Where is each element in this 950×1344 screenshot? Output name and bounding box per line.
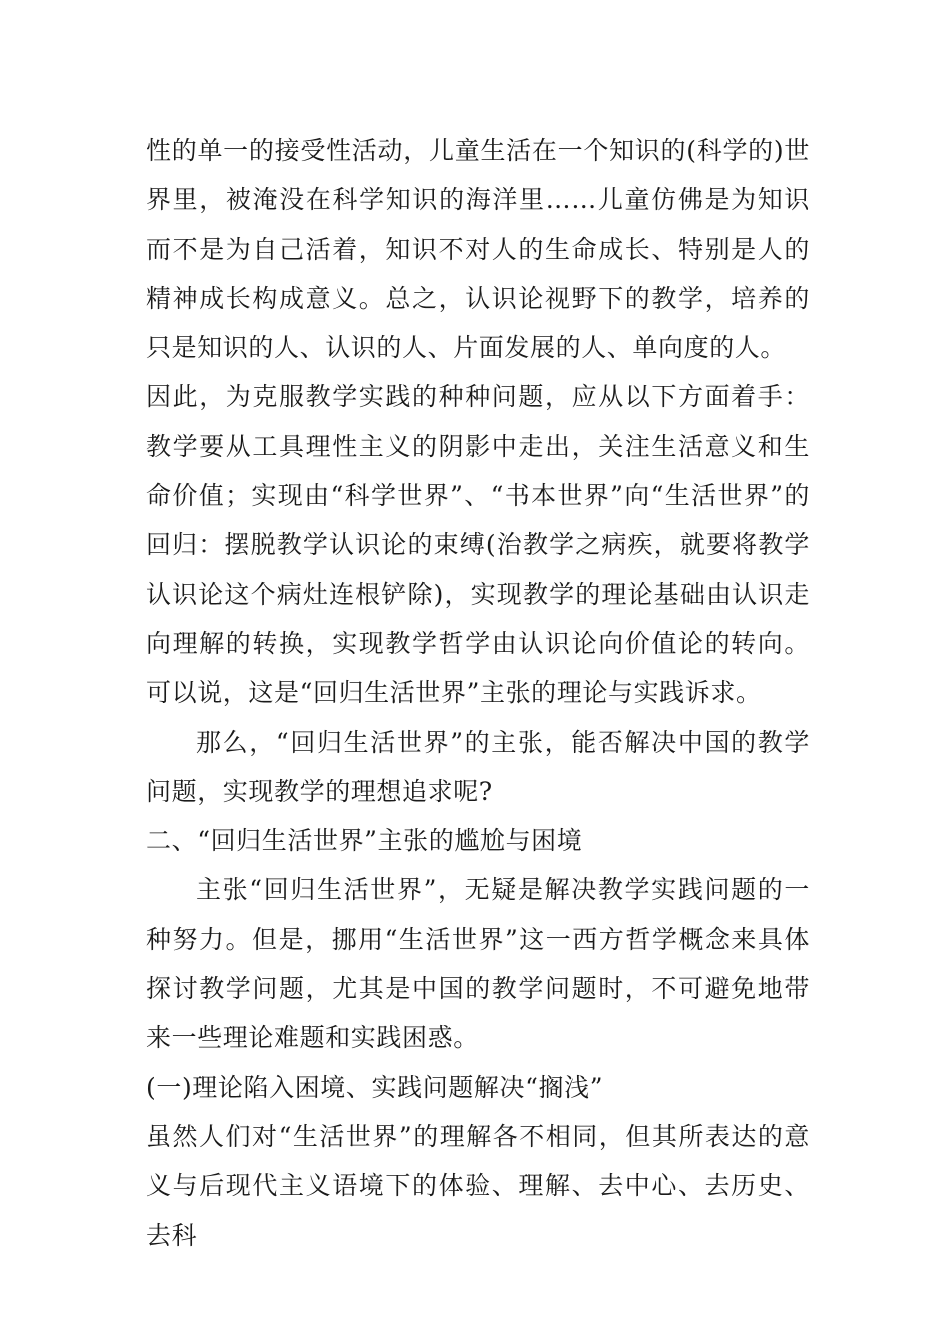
paragraph-claim: 主张“回归生活世界”，无疑是解决教学实践问题的一种努力。但是，挪用“生活世界”这一西方哲学概念来具体探讨教学问题，尤其是中国的教学问题时，不可避免地带来一些理论难题和实践困惑。 <box>146 875 810 1053</box>
document-body <box>146 126 810 1260</box>
section-heading-2: 二、“回归生活世界”主张的尴尬与困境 <box>146 826 583 856</box>
subsection-heading-1: (一)理论陷入困境、实践问题解决“搁浅” <box>146 1072 604 1102</box>
paragraph-lifeworld: 虽然人们对“生活世界”的理解各不相同，但其所表达的意义与后现代主义语境下的体验、理解、去中心、去历史、去科 <box>146 1121 810 1250</box>
paragraph-continuation: 性的单一的接受性活动，儿童生活在一个知识的(科学的)世界里，被淹没在科学知识的海洋里……儿童仿佛是为知识而不是为自己活着，知识不对人的生命成长、特别是人的精神成长构成意义。总之，认识论视野下的教学，培养的只是知识的人、认识的人、片面发展的人、单向度的人。 <box>146 136 810 363</box>
paragraph-question: 那么，“回归生活世界”的主张，能否解决中国的教学问题，实现教学的理想追求呢? <box>146 727 810 806</box>
paragraph-therefore: 因此，为克服教学实践的种种问题，应从以下方面着手：教学要从工具理性主义的阴影中走出，关注生活意义和生命价值；实现由“科学世界”、“书本世界”向“生活世界”的回归：摆脱教学认识论的束缚(治教学之病疾，就要将教学认识论这个病灶连根铲除)，实现教学的理论基础由认识走向理解的转换，实现教学哲学由认识论向价值论的转向。可以说，这是“回归生活世界”主张的理论与实践诉求。 <box>146 382 810 708</box>
